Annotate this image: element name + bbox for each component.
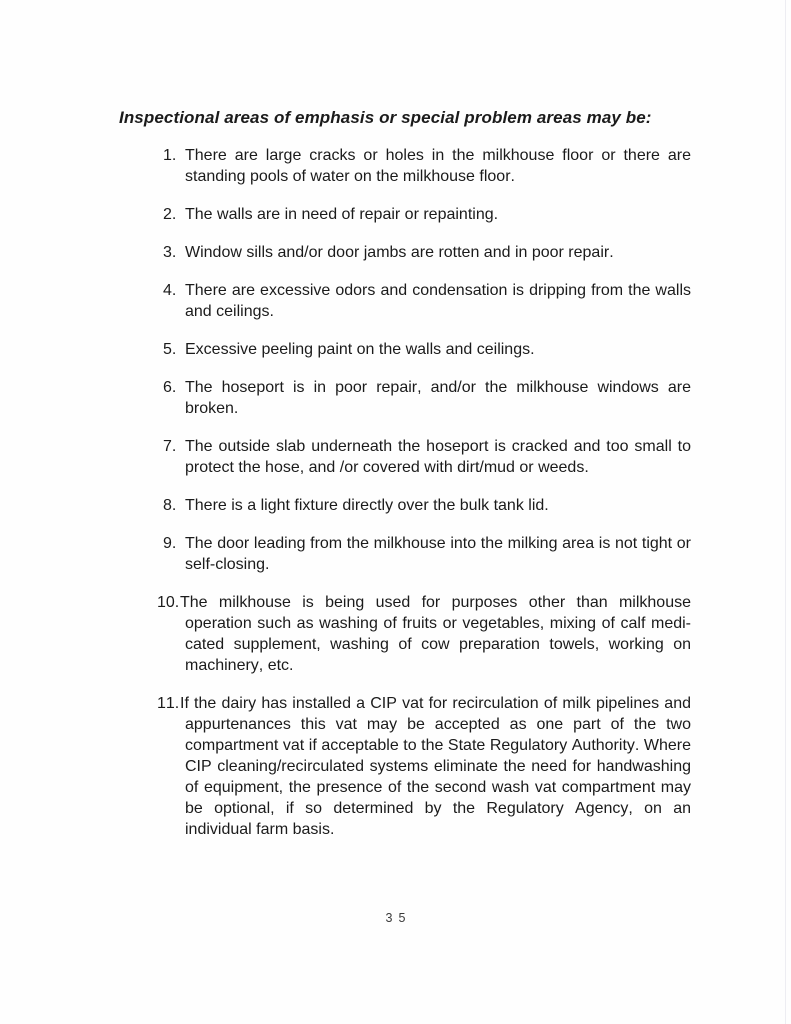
list-item-number: 10. [157,594,180,611]
page-number: 35 [385,911,412,925]
list-item-text: Excessive peeling paint on the walls and ceilings. [185,341,535,358]
list-item [163,280,691,322]
section-heading: Inspectional areas of emphasis or special problem areas may be: [119,108,652,127]
list-item-number: 3. [163,244,177,261]
list-item-text: The milkhouse is being used for purposes other than milkhouse operation such as washing of fruits or vegetables, mixing of calf medi-cated supplement, washing of cow preparation towels, working on machinery, etc. [180,594,691,674]
list-item-text: The walls are in need of repair or repainting. [185,206,499,223]
numbered-list [157,145,691,840]
list-item [163,436,691,478]
list-item-text: There are excessive odors and condensation is dripping from the walls and ceilings. [185,282,691,320]
list-item-number: 11. [157,695,180,712]
list-item-text: The door leading from the milkhouse into the milking area is not tight or self-closing. [185,535,691,573]
list-item [163,204,691,225]
list-item-text: There is a light fixture directly over the bulk tank lid. [185,497,549,514]
list-item-number: 1. [163,147,177,164]
list-item-number: 7. [163,438,177,455]
list-item-number: 4. [163,282,177,299]
list-item-number: 6. [163,379,177,396]
list-item-number: 8. [163,497,177,514]
list-item [157,592,691,676]
list-item-text: The outside slab underneath the hoseport is cracked and too small to protect the hose, and /or covered with dirt/mud or weeds. [185,438,691,476]
list-item [163,242,691,263]
list-item [163,339,691,360]
list-item-text: If the dairy has installed a CIP vat for recirculation of milk pipelines and appurtenances this vat may be accepted as one part of the two compartment vat if acceptable to the State Regulatory Authority. Where CIP cleaning/recirculated systems eliminate the need for handwashing of equipment, the presence of the second wash vat compartment may be optional, if so determined by the Regulatory Agency, on an individual farm basis. [180,695,691,838]
list-item-number: 9. [163,535,177,552]
list-item [157,693,691,840]
list-item [163,533,691,575]
list-item-text: Window sills and/or door jambs are rotten and in poor repair. [185,244,614,261]
list-item [163,377,691,419]
list-item-text: There are large cracks or holes in the milkhouse floor or there are standing pools of water on the milkhouse floor. [185,147,691,185]
list-item [163,145,691,187]
list-item-text: The hoseport is in poor repair, and/or the milkhouse windows are broken. [185,379,691,417]
list-item-number: 5. [163,341,177,358]
list-item-number: 2. [163,206,177,223]
list-item [163,495,691,516]
